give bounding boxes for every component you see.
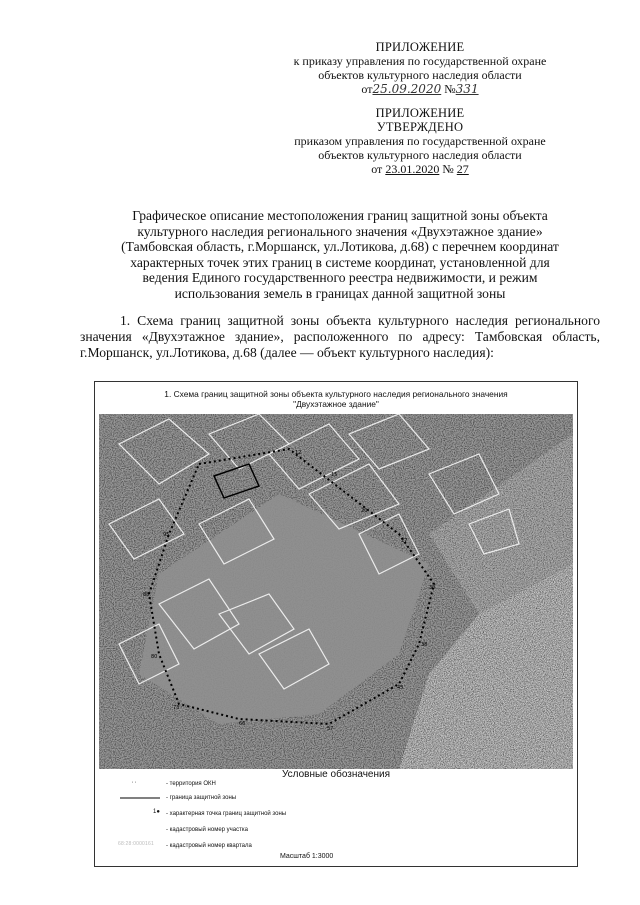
svg-text:95: 95 (163, 532, 170, 538)
document-title: Графическое описание местоположения границ защитной зоны объекта культурного наследия регионального значения «Двухэтажное здание» (Тамбовская область, г.Моршанск, ул.Лотикова, д.68) с перечнем координат характерных точек этих границ в системе координат, установленной для ведения Единого государственного реестра недвижимости, и режим использования земель в границах данной защитной зоны (121, 208, 559, 301)
header-line: к приказу управления по государственной охране (293, 54, 547, 68)
svg-text:88: 88 (143, 592, 150, 598)
svg-text:27: 27 (401, 538, 408, 544)
order-date-line: от25.09.2020 №331 (361, 82, 479, 96)
legend-item-quarter-number: 68:28:0000161 - кадастровый номер квартала (118, 841, 252, 849)
legend-item-okn-territory: ' ' - территория ОКН (118, 779, 216, 789)
approved-caption: УТВЕРЖДЕНО (376, 120, 464, 134)
header-approved-block (250, 106, 590, 176)
characteristic-point-icon: 1● (153, 809, 160, 815)
svg-text:15: 15 (331, 472, 338, 478)
svg-text:73: 73 (173, 705, 180, 711)
svg-text:20: 20 (361, 508, 368, 514)
order-date-line: от 23.01.2020 № 27 (371, 162, 469, 176)
appendix-caption: ПРИЛОЖЕНИЕ (375, 40, 465, 54)
svg-text:38: 38 (421, 642, 428, 648)
handwritten-date: 25.09.2020 (372, 82, 442, 96)
svg-text:66: 66 (239, 721, 246, 727)
order-number: 27 (456, 162, 469, 176)
legend-item-zone-boundary: - граница защитной зоны (118, 793, 236, 803)
svg-text:45: 45 (397, 685, 404, 691)
zone-boundary-line-icon (118, 793, 162, 803)
handwritten-number: 331 (455, 82, 479, 96)
order-date: 23.01.2020 (385, 162, 440, 176)
header-line: объектов культурного наследия области (318, 148, 522, 162)
header-line: приказом управления по государственной охране (294, 134, 546, 148)
svg-text:30: 30 (429, 585, 436, 591)
map-title: 1. Схема границ защитной зоны объекта культурного наследия регионального значения "Двухэтажное здание" (164, 389, 508, 409)
svg-text:12: 12 (295, 450, 302, 456)
parcel-number-symbol (118, 825, 162, 835)
svg-text:57: 57 (327, 726, 334, 732)
header-line: объектов культурного наследия области (318, 68, 522, 82)
section-paragraph: 1. Схема границ защитной зоны объекта культурного наследия регионального значения «Двухэтажное здание», расположенного по адресу: Тамбовская область, г.Моршанск, ул.Лотикова, д.68 (далее — объект культурного наследия): (80, 313, 600, 360)
legend-header: Условные обозначения (281, 769, 391, 780)
svg-text:80: 80 (151, 654, 158, 660)
svg-text:' ': ' ' (132, 782, 136, 788)
legend-item-characteristic-point: 1● - характерная точка границ защитной зоны (118, 809, 286, 819)
appendix-caption: ПРИЛОЖЕНИЕ (375, 106, 465, 120)
okn-territory-symbol (118, 779, 162, 789)
legend-item-parcel-number: - кадастровый номер участка (118, 825, 248, 835)
map-scale: Масштаб 1:3000 (280, 853, 334, 860)
map-image (99, 414, 573, 769)
quarter-number-symbol: 68:28:0000161 (118, 841, 154, 847)
header-approval-block (250, 40, 590, 96)
